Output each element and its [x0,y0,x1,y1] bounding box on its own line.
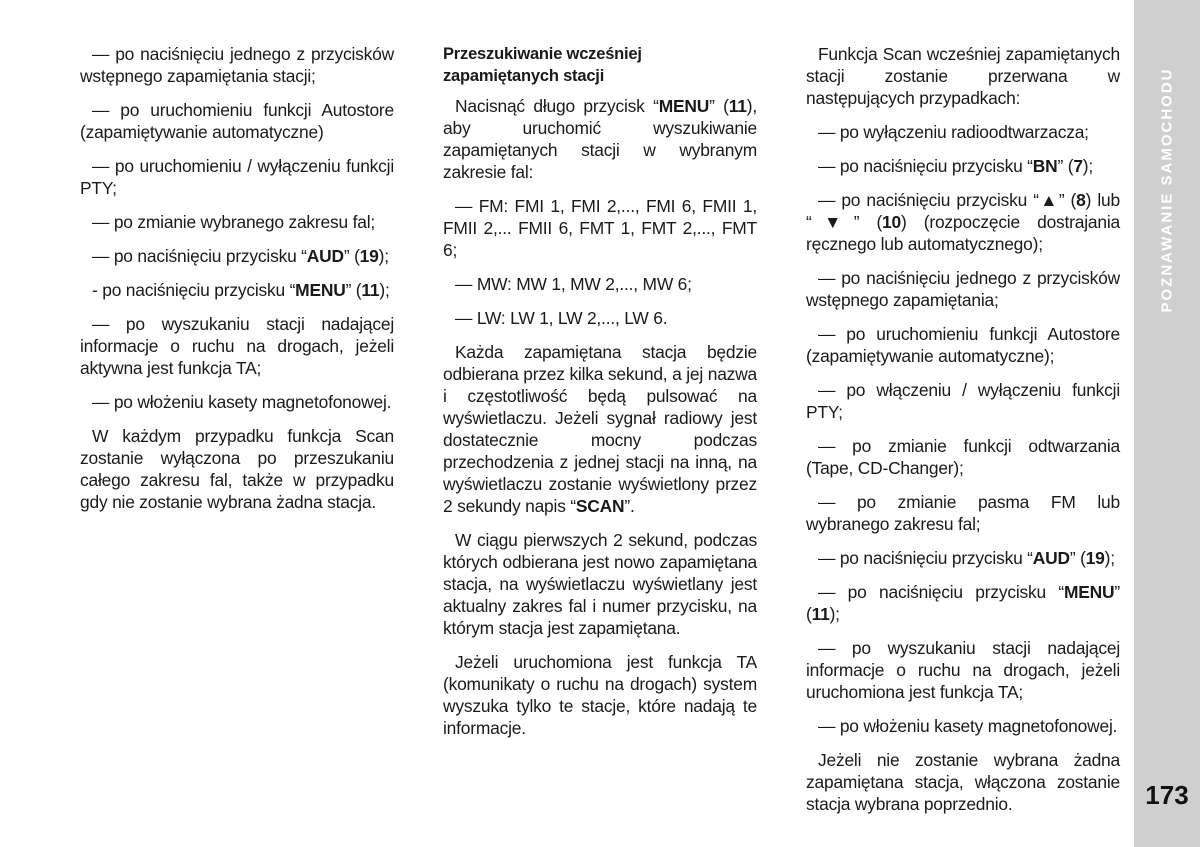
paragraph [806,379,1120,423]
text-run: — po wyszukaniu stacji nadającej informacje o ruchu na drogach, jeżeli uruchomiona jest funkcja TA; [806,638,1120,702]
text-run: — po naciśnięciu przycisku “ [92,246,307,266]
text-run: — po naciśnięciu przycisku “ [818,156,1033,176]
paragraph [443,307,757,329]
text-run: — LW: LW 1, LW 2,..., LW 6. [455,308,668,328]
text-run: ” ( [345,280,362,300]
text-run: ” ( [709,96,729,116]
text-run: ” ( [343,246,360,266]
text-run: — po wyszukaniu stacji nadającej informacje o ruchu na drogach, jeżeli aktywna jest funkcja TA; [80,314,394,378]
text-run: Funkcja Scan wcześniej zapamiętanych stacji zostanie przerwana w następujących przypadkach: [806,44,1120,108]
paragraph [806,637,1120,703]
bold-text-run: ▼ [811,212,854,232]
bold-text-run: 19 [1085,548,1105,568]
paragraph [806,547,1120,569]
paragraph [443,651,757,739]
text-run: — po zmianie wybranego zakresu fal; [92,212,375,232]
bold-text-run: 8 [1076,190,1086,210]
column-right [806,43,1120,827]
text-run: — po naciśnięciu przycisku “ [818,548,1033,568]
text-run: ) lub “ [806,190,1120,232]
bold-text-run: 10 [882,212,901,232]
bold-text-run: SCAN [575,496,625,516]
text-run: — po uruchomieniu funkcji Autostore (zapamiętywanie automatyczne); [806,324,1120,366]
paragraph [806,715,1120,737]
text-run: — po włożeniu kasety magnetofonowej. [92,392,392,412]
bold-text-run: MENU [658,96,710,116]
text-run: — MW: MW 1, MW 2,..., MW 6; [455,274,692,294]
text-run: W każdym przypadku funkcja Scan zostanie wyłączona po przeszukaniu całego zakresu fal, także w przypadku gdy nie zostanie wybrana żadna stacja. [80,426,394,512]
text-run: ); [1104,548,1115,568]
bold-text-run: 11 [728,96,747,116]
bold-text-run: AUD [306,246,344,266]
paragraph [806,155,1120,177]
text-run: — po uruchomieniu / wyłączeniu funkcji PTY; [80,156,394,198]
column-left [80,43,394,525]
text-run: ”. [624,496,635,516]
text-run: — po włożeniu kasety magnetofonowej. [818,716,1118,736]
column-middle-body [443,95,757,739]
paragraph [443,341,757,517]
text-run: ” ( [806,582,1120,624]
text-run: ” ( [1057,156,1074,176]
text-run: — po zmianie pasma FM lub wybranego zakresu fal; [806,492,1120,534]
text-run: ” ( [1058,190,1077,210]
text-run: ); [379,280,390,300]
paragraph [806,323,1120,367]
text-run: — po włączeniu / wyłączeniu funkcji PTY; [806,380,1120,422]
text-run: Jeżeli nie zostanie wybrana żadna zapamiętana stacja, włączona zostanie stacja wybrana poprzednio. [806,750,1120,814]
paragraph [80,391,394,413]
bold-text-run: ▲ [1038,190,1059,210]
text-run: ), aby uruchomić wyszukiwanie zapamiętanych stacji w wybranym zakresie fal: [443,96,757,182]
section-heading: Przeszukiwanie wcześniej zapamiętanych stacji [443,45,642,85]
bold-text-run: AUD [1032,548,1070,568]
bold-text-run: 19 [359,246,379,266]
paragraph [443,529,757,639]
text-run: ); [1082,156,1094,176]
chapter-title: POZNAWANIE SAMOCHODU [1158,67,1176,313]
text-run: ” ( [1069,548,1086,568]
page-number: 173 [1145,780,1189,810]
paragraph [80,43,394,87]
paragraph [806,749,1120,815]
text-run: — po naciśnięciu jednego z przycisków wstępnego zapamiętania stacji; [80,44,394,86]
bold-text-run: 11 [361,280,380,300]
text-run: — po wyłączeniu radioodtwarzacza; [818,122,1089,142]
text-run: — po zmianie funkcji odtwarzania (Tape, CD-Changer); [806,436,1120,478]
text-run: — po naciśnięciu przycisku “ [818,190,1039,210]
paragraph [806,267,1120,311]
paragraph [806,189,1120,255]
paragraph [806,43,1120,109]
text-run: — po naciśnięciu jednego z przycisków wstępnego zapamiętania; [806,268,1120,310]
paragraph [806,435,1120,479]
text-run: ) (rozpoczęcie dostrajania ręcznego lub automatycznego); [806,212,1120,254]
text-run: — FM: FMI 1, FMI 2,..., FMI 6, FMII 1, FMII 2,... FMII 6, FMT 1, FMT 2,..., FMT 6; [443,196,757,260]
paragraph [80,425,394,513]
bold-text-run: BN [1032,156,1058,176]
paragraph [80,313,394,379]
paragraph [443,195,757,261]
paragraph [806,491,1120,535]
text-run: W ciągu pierwszych 2 sekund, podczas których odbierana jest nowo zapamiętana stacja, na wyświetlaczu wyświetlany jest aktualny zakres fal i numer przycisku, na którym stacja jest zapamiętana. [443,530,757,638]
bold-text-run: 11 [811,604,830,624]
text-run: — po uruchomieniu funkcji Autostore (zapamiętywanie automatyczne) [80,100,394,142]
text-run: - po naciśnięciu przycisku “ [92,280,296,300]
paragraph [806,581,1120,625]
paragraph [806,121,1120,143]
bold-text-run: MENU [295,280,346,300]
paragraph [80,211,394,233]
paragraph [80,245,394,267]
text-run: ); [378,246,389,266]
text-run: — po naciśnięciu przycisku “ [818,582,1064,602]
bold-text-run: MENU [1064,582,1115,602]
paragraph [443,95,757,183]
paragraph [443,273,757,295]
text-run: Nacisnąć długo przycisk “ [455,96,659,116]
text-run: Każda zapamiętana stacja będzie odbierana przez kilka sekund, a jej nazwa i częstotliwość będą pulsować na wyświetlaczu. Jeżeli sygnał radiowy jest dostatecznie mocny podczas przechodzenia z jednej stacji na inną, na wyświetlaczu zostanie wyświetlony przez 2 sekundy napis “ [443,342,757,516]
column-middle [443,43,757,751]
text-run: ); [829,604,840,624]
bold-text-run: 7 [1073,156,1083,176]
paragraph [80,155,394,199]
paragraph [80,99,394,143]
paragraph [80,279,394,301]
text-run: ” ( [853,212,883,232]
text-run: Jeżeli uruchomiona jest funkcja TA (komunikaty o ruchu na drogach) system wyszuka tylko te stacje, które nadają te informacje. [443,652,757,738]
